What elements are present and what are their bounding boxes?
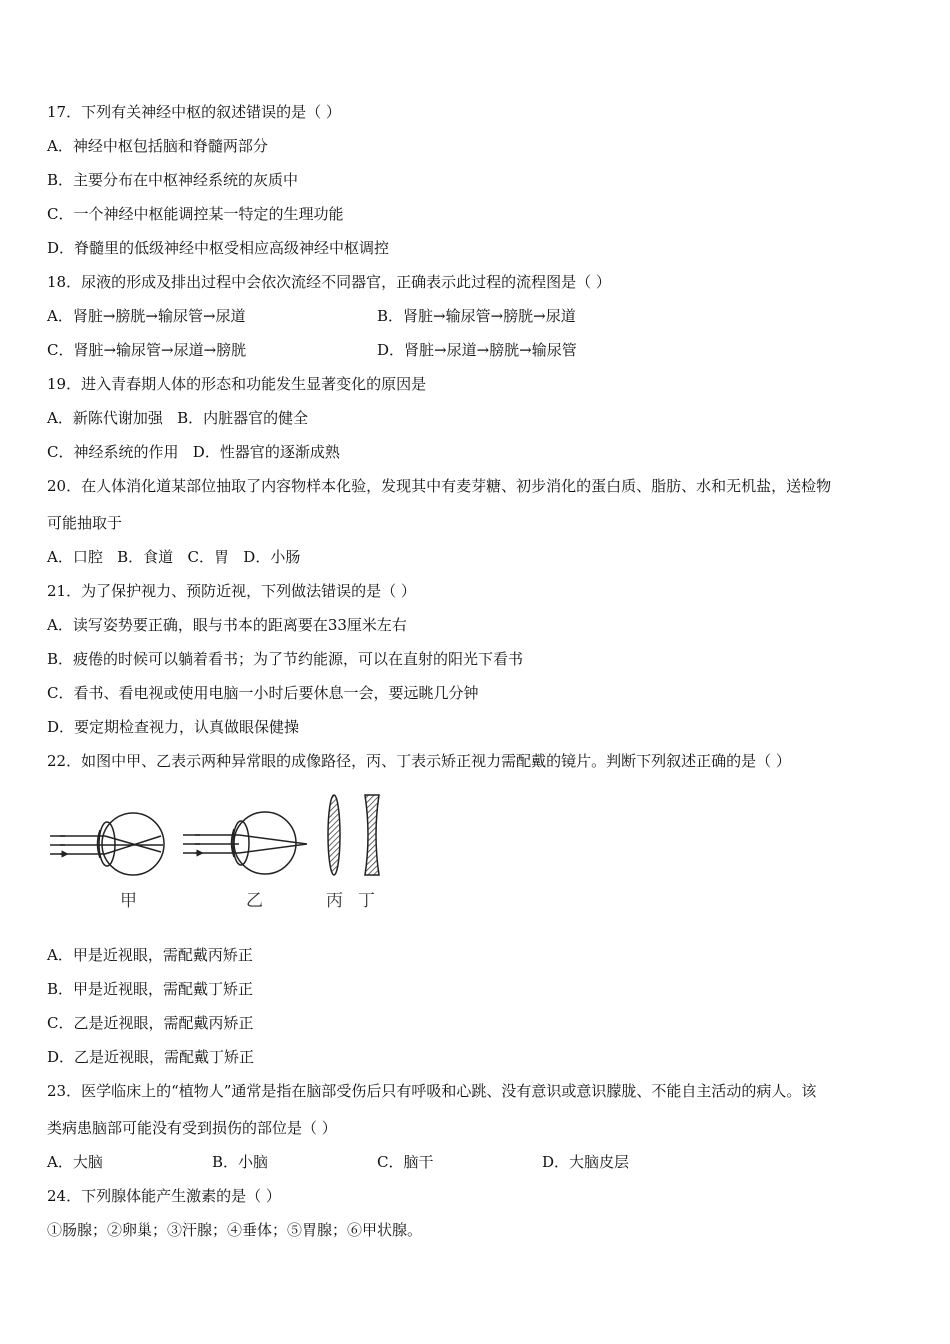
- eye-diagram-icon: [45, 790, 390, 890]
- option-b: B．食道: [117, 548, 174, 566]
- question-stem: 18．尿液的形成及排出过程中会依次流经不同器官，正确表示此过程的流程图是（ ）: [47, 273, 611, 291]
- question-stem: 24．下列腺体能产生激素的是（ ）: [47, 1187, 281, 1205]
- eye-jia: [50, 813, 164, 875]
- option-a: A．读写姿势要正确，眼与书本的距离要在33厘米左右: [47, 616, 407, 634]
- option-b: B．内脏器官的健全: [177, 409, 309, 427]
- concave-lens-ding: [365, 795, 379, 875]
- convex-lens-bing: [328, 795, 340, 875]
- option-a: A．口腔: [47, 548, 103, 566]
- option-c: C．胃: [187, 548, 229, 566]
- option-d: D．脊髓里的低级神经中枢受相应高级神经中枢调控: [47, 239, 390, 257]
- option-d: D．要定期检查视力，认真做眼保健操: [47, 718, 300, 736]
- option-c: C．乙是近视眼，需配戴丙矫正: [47, 1014, 254, 1032]
- label-jia: 甲: [120, 891, 137, 911]
- question-stem: 20．在人体消化道某部位抽取了内容物样本化验，发现其中有麦芽糖、初步消化的蛋白质、脂肪、水和无机盐，送检物: [47, 477, 832, 495]
- eye-diagram-figure: [45, 790, 390, 915]
- label-yi: 乙: [246, 891, 263, 911]
- option-a: A．大脑: [47, 1153, 103, 1171]
- option-b: B．主要分布在中枢神经系统的灰质中: [47, 171, 299, 189]
- option-b: B．肾脏→输尿管→膀胱→尿道: [377, 307, 576, 325]
- option-a: A．神经中枢包括脑和脊髓两部分: [47, 137, 268, 155]
- option-c: C．一个神经中枢能调控某一特定的生理功能: [47, 205, 344, 223]
- option-a: A．新陈代谢加强: [47, 409, 163, 427]
- label-ding: 丁: [358, 891, 375, 911]
- question-stem: 19．进入青春期人体的形态和功能发生显著变化的原因是: [47, 375, 427, 393]
- question-stem: 23．医学临床上的“植物人”通常是指在脑部受伤后只有呼吸和心跳、没有意识或意识朦胧、不能自主活动的病人。该: [47, 1082, 817, 1100]
- option-b: B．疲倦的时候可以躺着看书；为了节约能源，可以在直射的阳光下看书: [47, 650, 524, 668]
- question-stem: 22．如图中甲、乙表示两种异常眼的成像路径，丙、丁表示矫正视力需配戴的镜片。判断下列叙述正确的是（ ）: [47, 752, 791, 770]
- gland-list: ①肠腺；②卵巢；③汗腺；④垂体；⑤胃腺；⑥甲状腺。: [47, 1221, 423, 1239]
- option-a: A．肾脏→膀胱→输尿管→尿道: [47, 307, 246, 325]
- label-bing: 丙: [326, 891, 343, 911]
- question-stem: 17．下列有关神经中枢的叙述错误的是（ ）: [47, 103, 341, 121]
- option-a: A．甲是近视眼，需配戴丙矫正: [47, 946, 253, 964]
- option-d: D．性器官的逐渐成熟: [192, 443, 340, 461]
- option-b: B．甲是近视眼，需配戴丁矫正: [47, 980, 254, 998]
- option-d: D．大脑皮层: [542, 1153, 630, 1171]
- question-stem: 21．为了保护视力、预防近视，下列做法错误的是（ ）: [47, 582, 416, 600]
- question-stem-cont: 可能抽取于: [47, 514, 123, 532]
- option-b: B．小脑: [212, 1153, 269, 1171]
- option-d: D．小肠: [243, 548, 301, 566]
- option-d: D．乙是近视眼，需配戴丁矫正: [47, 1048, 255, 1066]
- question-stem-cont: 类病患脑部可能没有受到损伤的部位是（ ）: [47, 1119, 337, 1137]
- option-c: C．看书、看电视或使用电脑一小时后要休息一会，要远眺几分钟: [47, 684, 479, 702]
- option-c: C．神经系统的作用: [47, 443, 179, 461]
- option-c: C．脑干: [377, 1153, 434, 1171]
- option-d: D．肾脏→尿道→膀胱→输尿管: [377, 341, 577, 359]
- eye-yi: [183, 812, 307, 874]
- option-c: C．肾脏→输尿管→尿道→膀胱: [47, 341, 247, 359]
